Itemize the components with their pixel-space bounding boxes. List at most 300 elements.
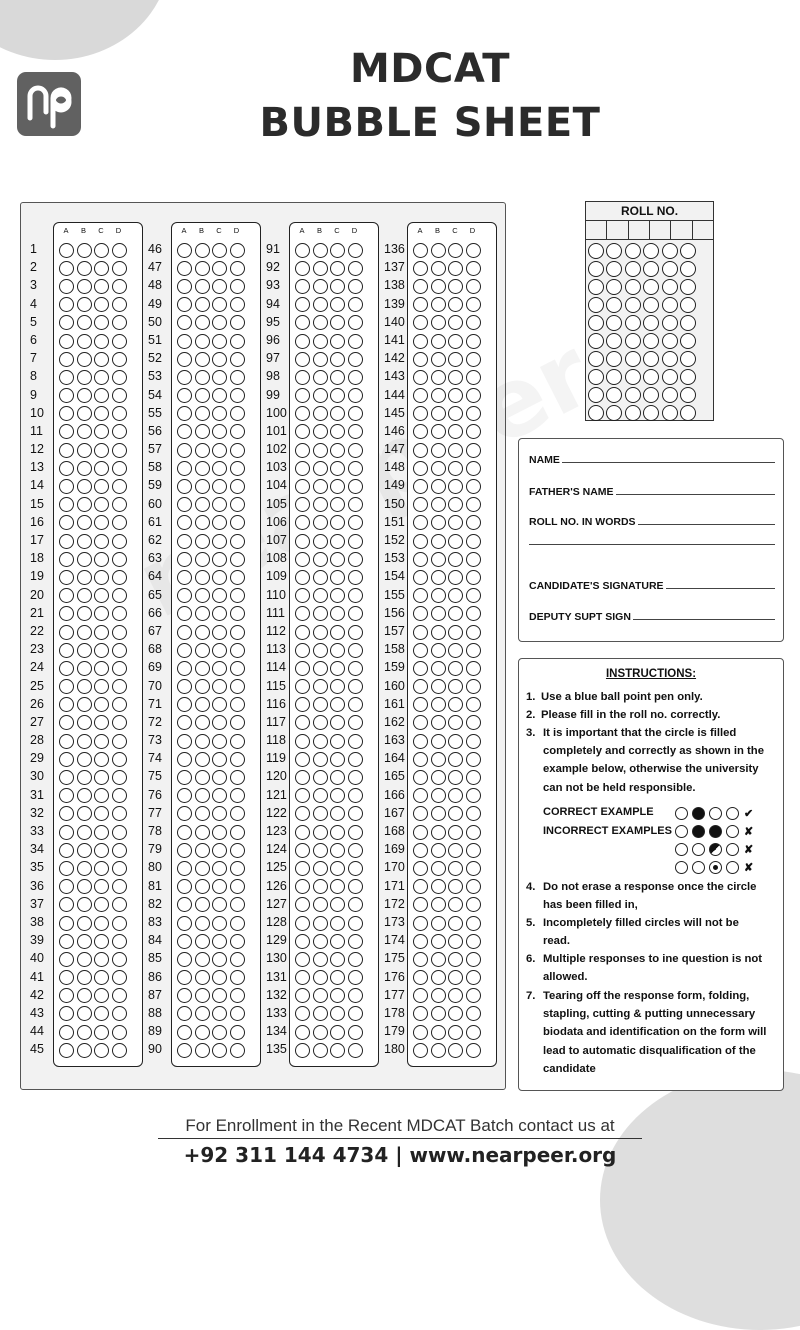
answer-bubble[interactable] [195,443,210,458]
answer-bubble[interactable] [59,515,74,530]
answer-bubble[interactable] [230,443,245,458]
answer-bubble[interactable] [448,443,463,458]
answer-bubble[interactable] [77,661,92,676]
roll-bubble[interactable] [643,333,659,349]
answer-bubble[interactable] [330,261,345,276]
answer-bubble[interactable] [413,515,428,530]
answer-bubble[interactable] [295,461,310,476]
answer-bubble[interactable] [431,370,446,385]
answer-bubble[interactable] [112,315,127,330]
answer-bubble[interactable] [330,243,345,258]
answer-bubble[interactable] [195,861,210,876]
answer-bubble[interactable] [112,734,127,749]
answer-bubble[interactable] [230,934,245,949]
answer-bubble[interactable] [431,443,446,458]
answer-bubble[interactable] [94,534,109,549]
answer-bubble[interactable] [112,479,127,494]
answer-bubble[interactable] [112,679,127,694]
answer-bubble[interactable] [413,625,428,640]
answer-bubble[interactable] [212,1025,227,1040]
answer-bubble[interactable] [195,970,210,985]
answer-bubble[interactable] [313,1043,328,1058]
answer-bubble[interactable] [112,934,127,949]
answer-bubble[interactable] [313,443,328,458]
answer-bubble[interactable] [466,843,481,858]
answer-bubble[interactable] [330,552,345,567]
answer-bubble[interactable] [348,806,363,821]
roll-bubble[interactable] [680,261,696,277]
answer-bubble[interactable] [59,679,74,694]
answer-bubble[interactable] [230,697,245,712]
answer-bubble[interactable] [59,952,74,967]
roll-bubble[interactable] [680,297,696,313]
answer-bubble[interactable] [431,479,446,494]
roll-in-words-continuation[interactable] [529,544,775,548]
answer-bubble[interactable] [77,843,92,858]
answer-bubble[interactable] [195,697,210,712]
answer-bubble[interactable] [59,606,74,621]
answer-bubble[interactable] [77,515,92,530]
answer-bubble[interactable] [466,370,481,385]
answer-bubble[interactable] [295,315,310,330]
roll-bubble[interactable] [643,315,659,331]
answer-bubble[interactable] [295,515,310,530]
answer-bubble[interactable] [431,861,446,876]
answer-bubble[interactable] [195,370,210,385]
roll-bubble[interactable] [625,369,641,385]
answer-bubble[interactable] [348,861,363,876]
answer-bubble[interactable] [212,606,227,621]
answer-bubble[interactable] [413,697,428,712]
answer-bubble[interactable] [431,552,446,567]
answer-bubble[interactable] [313,825,328,840]
answer-bubble[interactable] [348,843,363,858]
answer-bubble[interactable] [177,806,192,821]
answer-bubble[interactable] [448,825,463,840]
answer-bubble[interactable] [77,352,92,367]
answer-bubble[interactable] [94,443,109,458]
answer-bubble[interactable] [112,297,127,312]
roll-bubble[interactable] [588,279,604,295]
roll-bubble[interactable] [680,243,696,259]
answer-bubble[interactable] [112,770,127,785]
answer-bubble[interactable] [295,297,310,312]
answer-bubble[interactable] [77,606,92,621]
answer-bubble[interactable] [112,261,127,276]
answer-bubble[interactable] [313,679,328,694]
answer-bubble[interactable] [330,897,345,912]
answer-bubble[interactable] [348,970,363,985]
answer-bubble[interactable] [431,825,446,840]
answer-bubble[interactable] [348,643,363,658]
answer-bubble[interactable] [195,643,210,658]
answer-bubble[interactable] [195,297,210,312]
answer-bubble[interactable] [77,934,92,949]
roll-bubble[interactable] [680,333,696,349]
answer-bubble[interactable] [77,479,92,494]
answer-bubble[interactable] [177,697,192,712]
answer-bubble[interactable] [313,970,328,985]
answer-bubble[interactable] [59,461,74,476]
answer-bubble[interactable] [330,479,345,494]
answer-bubble[interactable] [77,261,92,276]
answer-bubble[interactable] [177,479,192,494]
answer-bubble[interactable] [230,643,245,658]
answer-bubble[interactable] [448,625,463,640]
answer-bubble[interactable] [466,515,481,530]
roll-bubble[interactable] [588,333,604,349]
answer-bubble[interactable] [230,370,245,385]
answer-bubble[interactable] [413,479,428,494]
answer-bubble[interactable] [330,443,345,458]
answer-bubble[interactable] [212,879,227,894]
answer-bubble[interactable] [212,443,227,458]
answer-bubble[interactable] [77,443,92,458]
answer-bubble[interactable] [212,825,227,840]
answer-bubble[interactable] [230,388,245,403]
answer-bubble[interactable] [466,697,481,712]
answer-bubble[interactable] [59,370,74,385]
answer-bubble[interactable] [466,1043,481,1058]
answer-bubble[interactable] [295,479,310,494]
answer-bubble[interactable] [212,861,227,876]
answer-bubble[interactable] [348,1006,363,1021]
answer-bubble[interactable] [330,734,345,749]
answer-bubble[interactable] [112,752,127,767]
answer-bubble[interactable] [348,879,363,894]
answer-bubble[interactable] [330,679,345,694]
answer-bubble[interactable] [448,788,463,803]
answer-bubble[interactable] [112,588,127,603]
answer-bubble[interactable] [177,424,192,439]
answer-bubble[interactable] [413,552,428,567]
answer-bubble[interactable] [94,625,109,640]
answer-bubble[interactable] [466,497,481,512]
answer-bubble[interactable] [466,934,481,949]
answer-bubble[interactable] [348,752,363,767]
answer-bubble[interactable] [230,315,245,330]
answer-bubble[interactable] [348,534,363,549]
answer-bubble[interactable] [431,752,446,767]
answer-bubble[interactable] [448,388,463,403]
answer-bubble[interactable] [466,752,481,767]
answer-bubble[interactable] [77,916,92,931]
answer-bubble[interactable] [431,388,446,403]
answer-bubble[interactable] [466,406,481,421]
answer-bubble[interactable] [59,406,74,421]
answer-bubble[interactable] [313,352,328,367]
answer-bubble[interactable] [448,315,463,330]
answer-bubble[interactable] [448,1043,463,1058]
answer-bubble[interactable] [413,261,428,276]
answer-bubble[interactable] [177,788,192,803]
answer-bubble[interactable] [177,897,192,912]
answer-bubble[interactable] [195,315,210,330]
answer-bubble[interactable] [59,825,74,840]
answer-bubble[interactable] [295,534,310,549]
answer-bubble[interactable] [295,679,310,694]
answer-bubble[interactable] [295,352,310,367]
answer-bubble[interactable] [195,625,210,640]
roll-bubble[interactable] [625,387,641,403]
answer-bubble[interactable] [212,843,227,858]
answer-bubble[interactable] [59,843,74,858]
roll-bubble[interactable] [662,387,678,403]
answer-bubble[interactable] [77,752,92,767]
answer-bubble[interactable] [230,970,245,985]
answer-bubble[interactable] [466,1025,481,1040]
answer-bubble[interactable] [313,952,328,967]
roll-bubble[interactable] [625,279,641,295]
answer-bubble[interactable] [77,879,92,894]
answer-bubble[interactable] [94,515,109,530]
answer-bubble[interactable] [431,515,446,530]
answer-bubble[interactable] [195,334,210,349]
roll-bubble[interactable] [625,333,641,349]
answer-bubble[interactable] [330,370,345,385]
answer-bubble[interactable] [177,570,192,585]
roll-bubble[interactable] [680,279,696,295]
answer-bubble[interactable] [94,570,109,585]
answer-bubble[interactable] [448,679,463,694]
answer-bubble[interactable] [112,424,127,439]
answer-bubble[interactable] [448,916,463,931]
answer-bubble[interactable] [431,715,446,730]
answer-bubble[interactable] [295,806,310,821]
answer-bubble[interactable] [77,734,92,749]
roll-bubble[interactable] [680,315,696,331]
answer-bubble[interactable] [313,1006,328,1021]
answer-bubble[interactable] [177,315,192,330]
answer-bubble[interactable] [230,679,245,694]
answer-bubble[interactable] [59,497,74,512]
answer-bubble[interactable] [212,625,227,640]
answer-bubble[interactable] [295,606,310,621]
answer-bubble[interactable] [195,1006,210,1021]
answer-bubble[interactable] [195,279,210,294]
answer-bubble[interactable] [112,1025,127,1040]
answer-bubble[interactable] [195,588,210,603]
answer-bubble[interactable] [466,1006,481,1021]
answer-bubble[interactable] [413,315,428,330]
answer-bubble[interactable] [212,479,227,494]
answer-bubble[interactable] [295,334,310,349]
answer-bubble[interactable] [112,661,127,676]
answer-bubble[interactable] [195,534,210,549]
answer-bubble[interactable] [348,370,363,385]
answer-bubble[interactable] [413,570,428,585]
answer-bubble[interactable] [348,479,363,494]
answer-bubble[interactable] [466,534,481,549]
answer-bubble[interactable] [330,788,345,803]
answer-bubble[interactable] [94,715,109,730]
answer-bubble[interactable] [59,1043,74,1058]
answer-bubble[interactable] [59,297,74,312]
answer-bubble[interactable] [94,261,109,276]
answer-bubble[interactable] [94,679,109,694]
answer-bubble[interactable] [212,661,227,676]
roll-bubble[interactable] [606,261,622,277]
answer-bubble[interactable] [177,916,192,931]
answer-bubble[interactable] [413,825,428,840]
answer-bubble[interactable] [313,934,328,949]
answer-bubble[interactable] [295,1025,310,1040]
answer-bubble[interactable] [177,861,192,876]
answer-bubble[interactable] [77,534,92,549]
roll-bubble[interactable] [625,261,641,277]
answer-bubble[interactable] [212,406,227,421]
answer-bubble[interactable] [77,388,92,403]
answer-bubble[interactable] [295,661,310,676]
answer-bubble[interactable] [313,515,328,530]
answer-bubble[interactable] [177,843,192,858]
answer-bubble[interactable] [466,715,481,730]
answer-bubble[interactable] [348,279,363,294]
answer-bubble[interactable] [348,515,363,530]
answer-bubble[interactable] [466,334,481,349]
answer-bubble[interactable] [431,734,446,749]
answer-bubble[interactable] [59,570,74,585]
answer-bubble[interactable] [230,916,245,931]
answer-bubble[interactable] [77,552,92,567]
answer-bubble[interactable] [195,952,210,967]
answer-bubble[interactable] [230,897,245,912]
answer-bubble[interactable] [348,952,363,967]
answer-bubble[interactable] [295,1043,310,1058]
answer-bubble[interactable] [177,352,192,367]
answer-bubble[interactable] [448,1025,463,1040]
answer-bubble[interactable] [59,388,74,403]
answer-bubble[interactable] [413,661,428,676]
answer-bubble[interactable] [313,261,328,276]
answer-bubble[interactable] [77,625,92,640]
answer-bubble[interactable] [348,334,363,349]
answer-bubble[interactable] [230,588,245,603]
answer-bubble[interactable] [448,261,463,276]
answer-bubble[interactable] [313,461,328,476]
answer-bubble[interactable] [448,406,463,421]
answer-bubble[interactable] [295,752,310,767]
answer-bubble[interactable] [230,606,245,621]
answer-bubble[interactable] [466,970,481,985]
answer-bubble[interactable] [295,843,310,858]
answer-bubble[interactable] [413,715,428,730]
answer-bubble[interactable] [295,588,310,603]
answer-bubble[interactable] [330,588,345,603]
answer-bubble[interactable] [77,1025,92,1040]
answer-bubble[interactable] [212,370,227,385]
answer-bubble[interactable] [466,643,481,658]
answer-bubble[interactable] [195,679,210,694]
answer-bubble[interactable] [431,934,446,949]
answer-bubble[interactable] [94,988,109,1003]
answer-bubble[interactable] [94,552,109,567]
answer-bubble[interactable] [94,752,109,767]
answer-bubble[interactable] [59,443,74,458]
answer-bubble[interactable] [431,806,446,821]
answer-bubble[interactable] [77,770,92,785]
answer-bubble[interactable] [94,788,109,803]
answer-bubble[interactable] [212,461,227,476]
answer-bubble[interactable] [94,697,109,712]
answer-bubble[interactable] [112,570,127,585]
answer-bubble[interactable] [230,1043,245,1058]
answer-bubble[interactable] [330,661,345,676]
answer-bubble[interactable] [295,988,310,1003]
answer-bubble[interactable] [177,879,192,894]
answer-bubble[interactable] [94,843,109,858]
answer-bubble[interactable] [230,825,245,840]
answer-bubble[interactable] [77,406,92,421]
answer-bubble[interactable] [313,370,328,385]
answer-bubble[interactable] [230,497,245,512]
answer-bubble[interactable] [466,461,481,476]
answer-bubble[interactable] [431,497,446,512]
answer-bubble[interactable] [313,570,328,585]
answer-bubble[interactable] [330,861,345,876]
answer-bubble[interactable] [77,334,92,349]
answer-bubble[interactable] [77,424,92,439]
answer-bubble[interactable] [94,315,109,330]
answer-bubble[interactable] [212,334,227,349]
answer-bubble[interactable] [112,279,127,294]
answer-bubble[interactable] [413,406,428,421]
answer-bubble[interactable] [330,606,345,621]
answer-bubble[interactable] [330,879,345,894]
answer-bubble[interactable] [431,352,446,367]
answer-bubble[interactable] [295,734,310,749]
roll-bubble[interactable] [588,351,604,367]
answer-bubble[interactable] [59,770,74,785]
answer-bubble[interactable] [313,424,328,439]
answer-bubble[interactable] [448,424,463,439]
answer-bubble[interactable] [295,625,310,640]
answer-bubble[interactable] [448,497,463,512]
answer-bubble[interactable] [94,879,109,894]
answer-bubble[interactable] [59,334,74,349]
answer-bubble[interactable] [177,752,192,767]
answer-bubble[interactable] [77,279,92,294]
answer-bubble[interactable] [348,297,363,312]
answer-bubble[interactable] [348,825,363,840]
answer-bubble[interactable] [348,588,363,603]
answer-bubble[interactable] [330,406,345,421]
answer-bubble[interactable] [112,970,127,985]
answer-bubble[interactable] [348,788,363,803]
answer-bubble[interactable] [177,388,192,403]
answer-bubble[interactable] [94,825,109,840]
answer-bubble[interactable] [212,897,227,912]
answer-bubble[interactable] [212,788,227,803]
roll-bubble[interactable] [643,243,659,259]
roll-bubble[interactable] [588,387,604,403]
answer-bubble[interactable] [348,497,363,512]
answer-bubble[interactable] [313,734,328,749]
answer-bubble[interactable] [212,534,227,549]
answer-bubble[interactable] [59,1025,74,1040]
answer-bubble[interactable] [230,261,245,276]
answer-bubble[interactable] [448,534,463,549]
answer-bubble[interactable] [195,752,210,767]
answer-bubble[interactable] [413,443,428,458]
answer-bubble[interactable] [413,806,428,821]
answer-bubble[interactable] [330,843,345,858]
answer-bubble[interactable] [448,806,463,821]
answer-bubble[interactable] [330,315,345,330]
answer-bubble[interactable] [94,643,109,658]
answer-bubble[interactable] [295,279,310,294]
answer-bubble[interactable] [413,788,428,803]
